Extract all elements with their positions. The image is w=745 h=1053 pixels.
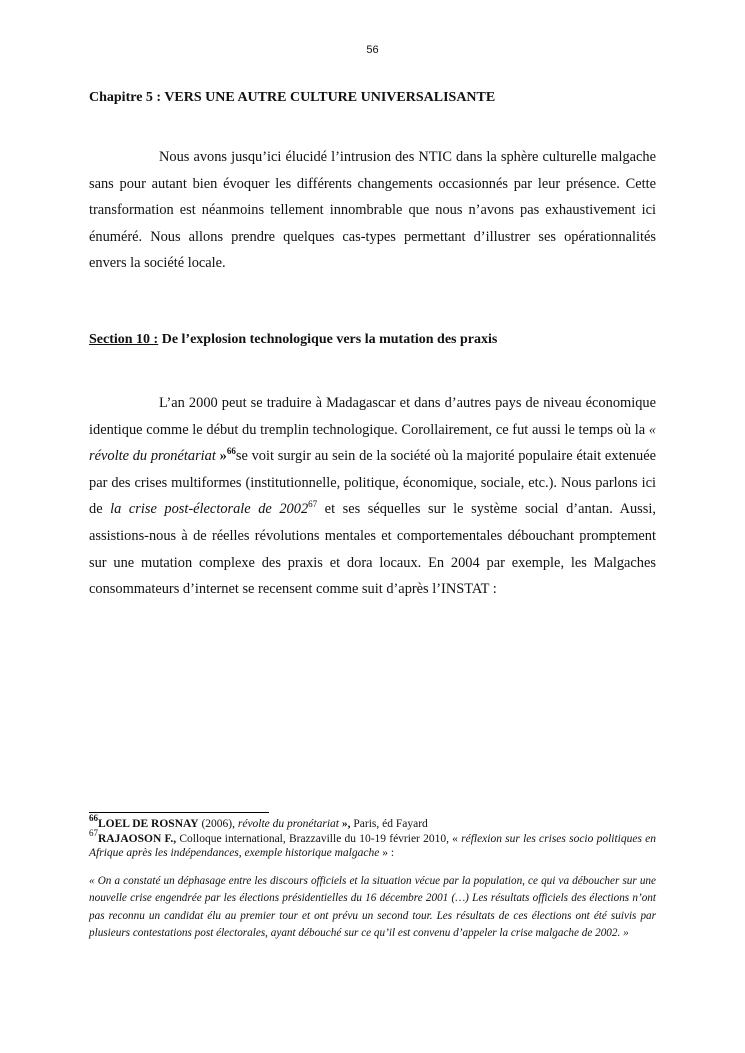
intro-paragraph — [89, 144, 656, 277]
body-italic-1: révolte du pronétariat — [89, 448, 216, 465]
footnote-text: (2006), — [198, 818, 238, 830]
quote-open: « — [648, 421, 656, 438]
section-label: Section 10 : — [89, 332, 159, 347]
body-text-1: L’an 2000 peut se traduire à Madagascar et dans d’autres pays de niveau économique identique comme le début du tremplin technologique. Corollairement, ce fut aussi le temps où la — [89, 395, 656, 438]
footnote-title: réflexion sur les crises socio politiques en Afrique après les indépendances, exemple historique malgache — [89, 832, 656, 859]
body-italic-2: la crise post-électorale de 2002 — [110, 501, 309, 518]
section-title: De l’explosion technologique vers la mutation des praxis — [158, 332, 498, 347]
chapter-title: Chapitre 5 : VERS UNE AUTRE CULTURE UNIVERSALISANTE — [89, 90, 496, 105]
quote-close: » — [215, 448, 227, 465]
footnote-author: RAJAOSON F., — [98, 832, 177, 845]
footnote-ref-67[interactable]: 67 — [308, 499, 318, 510]
footnote-quote: « On a constaté un déphasage entre les discours officiels et la situation vécue par la population, ce qui va déboucher sur une nouvelle crise engendrée par les élections présidentielles du 16 décembre 2001 (…) Les résultats officiels des élections n’ont pas reconnu un candidat élu au premier tour et ont prévu un second tour. Les résultats de ces élections ont été suivis par plusieurs contestations post électorales, ayant débouché sur ce qu’il est convenu d’appeler la crise malgache de 2002. » — [89, 874, 656, 939]
footnote-number: 67 — [89, 827, 98, 838]
footnote-text: Colloque international, Brazzaville du 10-19 février 2010, « — [176, 832, 462, 845]
footnote-separator — [89, 812, 269, 813]
footnotes — [89, 813, 656, 943]
footnote-ref-66[interactable]: 66 — [226, 446, 236, 457]
footnote-number: 66 — [89, 813, 98, 823]
footnote-text: Paris, éd Fayard — [350, 818, 428, 830]
footnote-66 — [89, 813, 656, 832]
footnote-67 — [89, 827, 656, 861]
intro-text: Nous avons jusqu’ici élucidé l’intrusion des NTIC dans la sphère culturelle malgache sans pour autant bien évoquer les différents changements occasionnés par leur présence. Cette transformation est néanmoins tellement innombrable que nous n’avons pas exhaustivement ici énuméré. Nous allons prendre quelques cas-types permettant d’illustrer ses opérationnalités envers la société locale. — [89, 149, 656, 272]
footnote-text: », — [339, 818, 351, 830]
footnote-text: » : — [379, 847, 395, 859]
body-paragraph — [89, 390, 656, 603]
page-number: 56 — [366, 44, 379, 56]
body-text-2: se voit surgir au sein de la société où la majorité populaire était extenuée par des crises multiformes (institutionnelle, politique, économique, sociale, etc.). Nous parlons ici de — [89, 448, 656, 518]
footnote-title: révolte du pronétariat — [237, 818, 340, 830]
footnote-author: LOEL DE ROSNAY — [98, 818, 199, 830]
body-text-3: et ses séquelles sur le système social d’antan. Aussi, assistions-nous à de réelles révolutions mentales et comportementales débouchant promptement sur une mutation complexe des praxis et dora locaux. En 2004 par exemple, les Malgaches consommateurs d’internet se recensent comme suit d’après l’INSTAT : — [89, 501, 656, 598]
section-heading — [89, 331, 656, 349]
